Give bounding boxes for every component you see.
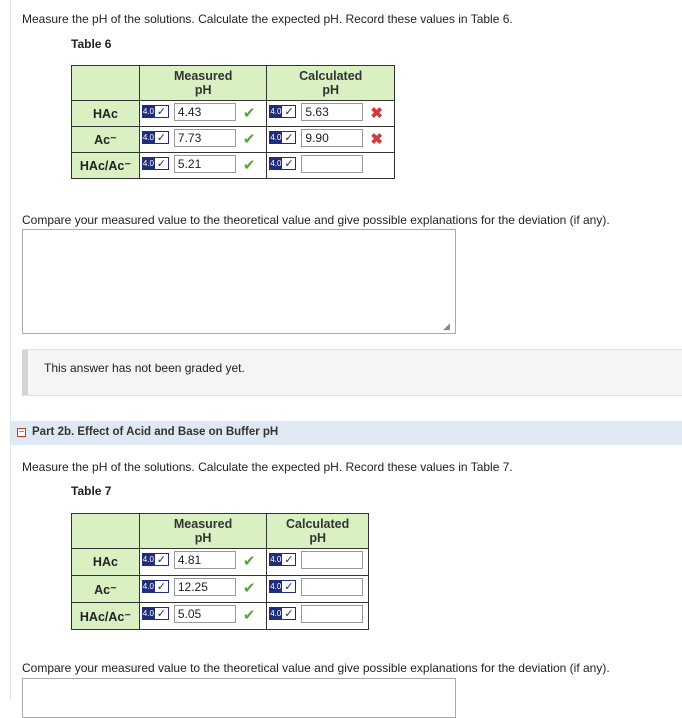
calculated-input[interactable]: 9.90 <box>301 129 363 147</box>
table-row <box>72 101 395 127</box>
correct-check-icon: ✔ <box>242 580 256 597</box>
calculated-cell <box>267 127 395 153</box>
row-label: HAc/Ac⁻ <box>72 153 140 179</box>
table-row <box>72 576 369 603</box>
correct-check-icon: ✔ <box>242 553 256 570</box>
row-label: Ac⁻ <box>72 127 140 153</box>
explanation-textarea[interactable] <box>22 229 456 334</box>
row-label: Ac⁻ <box>72 576 140 603</box>
grade-note <box>22 349 682 395</box>
version-badge: 4.0 <box>142 582 154 591</box>
table-caption: Table 7 <box>71 484 112 498</box>
checkbox-icon[interactable]: ✓ <box>155 105 169 118</box>
measured-cell <box>139 549 266 576</box>
table-row <box>72 549 369 576</box>
checkbox-icon[interactable]: ✓ <box>282 607 296 620</box>
row-label: HAc <box>72 101 140 127</box>
table-caption: Table 6 <box>71 37 112 51</box>
table-6 <box>71 65 395 179</box>
compare-prompt: Compare your measured value to the theoretical value and give possible explanations for the deviation (if any). <box>22 661 610 675</box>
table-row <box>72 153 395 179</box>
measured-cell <box>139 576 266 603</box>
collapse-icon[interactable]: − <box>18 427 25 438</box>
measured-input[interactable]: 7.73 <box>174 129 236 147</box>
measured-cell <box>139 153 267 179</box>
calculated-cell <box>267 576 369 603</box>
measured-header: Measured pH <box>139 66 267 101</box>
calculated-input[interactable] <box>301 578 363 596</box>
measured-cell <box>139 101 267 127</box>
measured-input[interactable]: 5.05 <box>174 605 236 623</box>
version-badge: 4.0 <box>270 582 282 591</box>
version-badge: 4.0 <box>142 107 154 116</box>
incorrect-x-icon: ✖ <box>370 105 383 122</box>
calculated-input[interactable]: 5.63 <box>301 103 363 121</box>
instruction-text: Measure the pH of the solutions. Calculate the expected pH. Record these values in Table 6. <box>22 12 513 26</box>
measured-cell <box>139 603 266 630</box>
checkbox-icon[interactable]: ✓ <box>282 131 296 144</box>
compare-prompt: Compare your measured value to the theoretical value and give possible explanations for the deviation (if any). <box>22 213 610 227</box>
calculated-input[interactable] <box>301 155 363 173</box>
calculated-cell <box>267 101 395 127</box>
part-title: Part 2b. Effect of Acid and Base on Buffer pH <box>32 426 279 438</box>
version-badge: 4.0 <box>270 107 282 116</box>
calculated-input[interactable] <box>301 605 363 623</box>
corner-cell <box>72 66 140 101</box>
correct-check-icon: ✔ <box>242 157 256 174</box>
table-row <box>72 127 395 153</box>
measured-input[interactable]: 5.21 <box>174 155 236 173</box>
correct-check-icon: ✔ <box>242 131 256 148</box>
version-badge: 4.0 <box>142 133 154 142</box>
checkbox-icon[interactable]: ✓ <box>155 157 169 170</box>
checkbox-icon[interactable]: ✓ <box>282 157 296 170</box>
checkbox-icon[interactable]: ✓ <box>282 105 296 118</box>
row-label: HAc <box>72 549 140 576</box>
checkbox-icon[interactable]: ✓ <box>155 607 169 620</box>
note-divider <box>22 349 682 350</box>
measured-header: Measured pH <box>139 514 266 549</box>
note-divider <box>22 395 682 396</box>
version-badge: 4.0 <box>142 609 154 618</box>
grade-note-text: This answer has not been graded yet. <box>44 361 245 375</box>
checkbox-icon[interactable]: ✓ <box>282 553 296 566</box>
version-badge: 4.0 <box>270 609 282 618</box>
measured-input[interactable]: 4.43 <box>174 103 236 121</box>
explanation-textarea[interactable] <box>22 678 456 718</box>
incorrect-x-icon: ✖ <box>370 131 383 148</box>
measured-cell <box>139 127 267 153</box>
corner-cell <box>72 514 140 549</box>
checkbox-icon[interactable]: ✓ <box>155 131 169 144</box>
row-label: HAc/Ac⁻ <box>72 603 140 630</box>
checkbox-icon[interactable]: ✓ <box>155 553 169 566</box>
calculated-header: Calculated pH <box>267 514 369 549</box>
version-badge: 4.0 <box>270 133 282 142</box>
checkbox-icon[interactable]: ✓ <box>282 580 296 593</box>
correct-check-icon: ✔ <box>242 105 256 122</box>
page-border <box>10 0 11 700</box>
version-badge: 4.0 <box>142 555 154 564</box>
version-badge: 4.0 <box>142 159 154 168</box>
version-badge: 4.0 <box>270 555 282 564</box>
checkbox-icon[interactable]: ✓ <box>155 580 169 593</box>
measured-input[interactable]: 12.25 <box>174 578 236 596</box>
version-badge: 4.0 <box>270 159 282 168</box>
measured-input[interactable]: 4.81 <box>174 551 236 569</box>
table-row <box>72 603 369 630</box>
calculated-header: Calculated pH <box>267 66 395 101</box>
calculated-cell <box>267 153 395 179</box>
calculated-cell <box>267 603 369 630</box>
resize-grip-icon[interactable]: ◢ <box>443 321 450 331</box>
part-header[interactable] <box>11 421 682 445</box>
instruction-text: Measure the pH of the solutions. Calculate the expected pH. Record these values in Table 7. <box>22 460 513 474</box>
calculated-input[interactable] <box>301 551 363 569</box>
table-7 <box>71 513 369 630</box>
correct-check-icon: ✔ <box>242 607 256 624</box>
calculated-cell <box>267 549 369 576</box>
